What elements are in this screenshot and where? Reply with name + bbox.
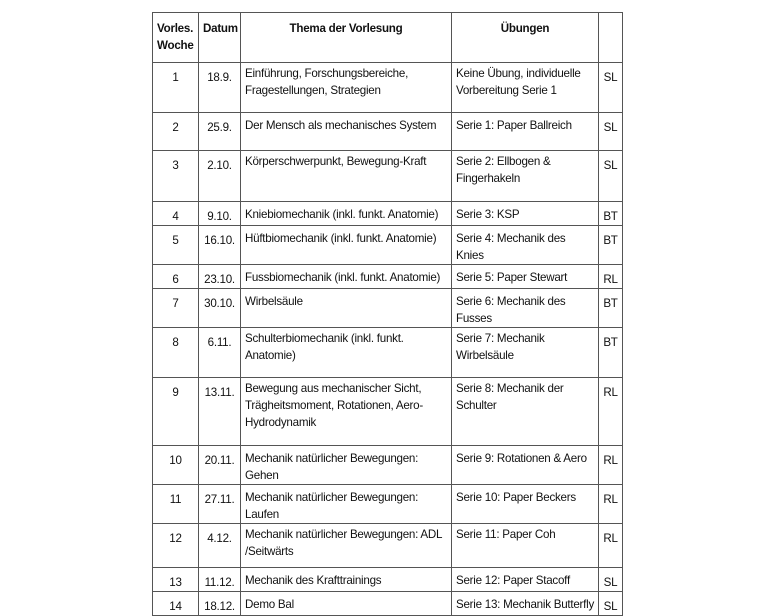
cell-week: 14 — [153, 592, 199, 616]
table-row — [153, 113, 623, 151]
cell-date: 25.9. — [199, 113, 241, 151]
cell-exercise: Serie 4: Mechanik des Knies — [452, 226, 599, 265]
cell-exercise: Serie 6: Mechanik des Fusses — [452, 289, 599, 328]
cell-date: 18.12. — [199, 592, 241, 616]
cell-exercise: Serie 2: Ellbogen & Fingerhakeln — [452, 151, 599, 202]
cell-week: 6 — [153, 265, 199, 289]
table-row — [153, 226, 623, 265]
cell-topic: Bewegung aus mechanischer Sicht, Trägheitsmoment, Rotationen, Aero-Hydrodynamik — [241, 378, 452, 446]
cell-date: 4.12. — [199, 524, 241, 568]
cell-date: 2.10. — [199, 151, 241, 202]
table-header — [153, 13, 623, 63]
cell-lecturer: RL — [599, 378, 623, 446]
cell-date: 23.10. — [199, 265, 241, 289]
table-row — [153, 265, 623, 289]
cell-exercise: Serie 11: Paper Coh — [452, 524, 599, 568]
table-body — [153, 63, 623, 616]
cell-week: 8 — [153, 328, 199, 378]
header-exercises: Übungen — [452, 13, 599, 63]
cell-exercise: Serie 10: Paper Beckers — [452, 485, 599, 524]
cell-exercise: Serie 7: Mechanik Wirbelsäule — [452, 328, 599, 378]
table-row — [153, 378, 623, 446]
header-row — [153, 13, 623, 63]
table-row — [153, 568, 623, 592]
table-row — [153, 151, 623, 202]
table-row — [153, 63, 623, 113]
table-row — [153, 202, 623, 226]
cell-lecturer: BT — [599, 289, 623, 328]
cell-date: 13.11. — [199, 378, 241, 446]
cell-week: 1 — [153, 63, 199, 113]
cell-date: 20.11. — [199, 446, 241, 485]
header-week: Vorles. Woche — [153, 13, 199, 63]
cell-date: 30.10. — [199, 289, 241, 328]
cell-week: 9 — [153, 378, 199, 446]
cell-date: 6.11. — [199, 328, 241, 378]
cell-lecturer: RL — [599, 446, 623, 485]
lecture-schedule-table — [152, 12, 623, 616]
cell-date: 27.11. — [199, 485, 241, 524]
cell-week: 5 — [153, 226, 199, 265]
cell-lecturer: SL — [599, 568, 623, 592]
table-row — [153, 446, 623, 485]
cell-date: 11.12. — [199, 568, 241, 592]
cell-topic: Wirbelsäule — [241, 289, 452, 328]
cell-topic: Mechanik natürlicher Bewegungen: ADL /Seitwärts — [241, 524, 452, 568]
cell-week: 4 — [153, 202, 199, 226]
cell-exercise: Serie 8: Mechanik der Schulter — [452, 378, 599, 446]
cell-exercise: Serie 12: Paper Stacoff — [452, 568, 599, 592]
cell-topic: Mechanik des Krafttrainings — [241, 568, 452, 592]
cell-week: 13 — [153, 568, 199, 592]
cell-lecturer: BT — [599, 226, 623, 265]
cell-lecturer: BT — [599, 202, 623, 226]
cell-lecturer: RL — [599, 265, 623, 289]
cell-week: 12 — [153, 524, 199, 568]
table-row — [153, 592, 623, 616]
cell-week: 10 — [153, 446, 199, 485]
cell-date: 16.10. — [199, 226, 241, 265]
cell-topic: Der Mensch als mechanisches System — [241, 113, 452, 151]
cell-lecturer: RL — [599, 524, 623, 568]
cell-date: 18.9. — [199, 63, 241, 113]
cell-date: 9.10. — [199, 202, 241, 226]
cell-lecturer: SL — [599, 63, 623, 113]
cell-lecturer: RL — [599, 485, 623, 524]
cell-topic: Mechanik natürlicher Bewegungen: Laufen — [241, 485, 452, 524]
cell-exercise: Serie 5: Paper Stewart — [452, 265, 599, 289]
cell-week: 11 — [153, 485, 199, 524]
cell-exercise: Serie 3: KSP — [452, 202, 599, 226]
cell-exercise: Serie 1: Paper Ballreich — [452, 113, 599, 151]
cell-topic: Fussbiomechanik (inkl. funkt. Anatomie) — [241, 265, 452, 289]
header-lecturer — [599, 13, 623, 63]
cell-topic: Körperschwerpunkt, Bewegung-Kraft — [241, 151, 452, 202]
cell-lecturer: SL — [599, 151, 623, 202]
cell-week: 7 — [153, 289, 199, 328]
cell-topic: Demo Bal — [241, 592, 452, 616]
cell-week: 3 — [153, 151, 199, 202]
table-row — [153, 328, 623, 378]
cell-exercise: Serie 13: Mechanik Butterfly — [452, 592, 599, 616]
cell-topic: Schulterbiomechanik (inkl. funkt. Anatomie) — [241, 328, 452, 378]
cell-topic: Kniebiomechanik (inkl. funkt. Anatomie) — [241, 202, 452, 226]
cell-lecturer: SL — [599, 113, 623, 151]
table-row — [153, 485, 623, 524]
header-date: Datum — [199, 13, 241, 63]
cell-lecturer: SL — [599, 592, 623, 616]
table-row — [153, 524, 623, 568]
cell-week: 2 — [153, 113, 199, 151]
cell-exercise: Keine Übung, individuelle Vorbereitung Serie 1 — [452, 63, 599, 113]
table-row — [153, 289, 623, 328]
cell-lecturer: BT — [599, 328, 623, 378]
header-topic: Thema der Vorlesung — [241, 13, 452, 63]
cell-topic: Hüftbiomechanik (inkl. funkt. Anatomie) — [241, 226, 452, 265]
cell-topic: Einführung, Forschungsbereiche, Fragestellungen, Strategien — [241, 63, 452, 113]
cell-topic: Mechanik natürlicher Bewegungen: Gehen — [241, 446, 452, 485]
cell-exercise: Serie 9: Rotationen & Aero — [452, 446, 599, 485]
